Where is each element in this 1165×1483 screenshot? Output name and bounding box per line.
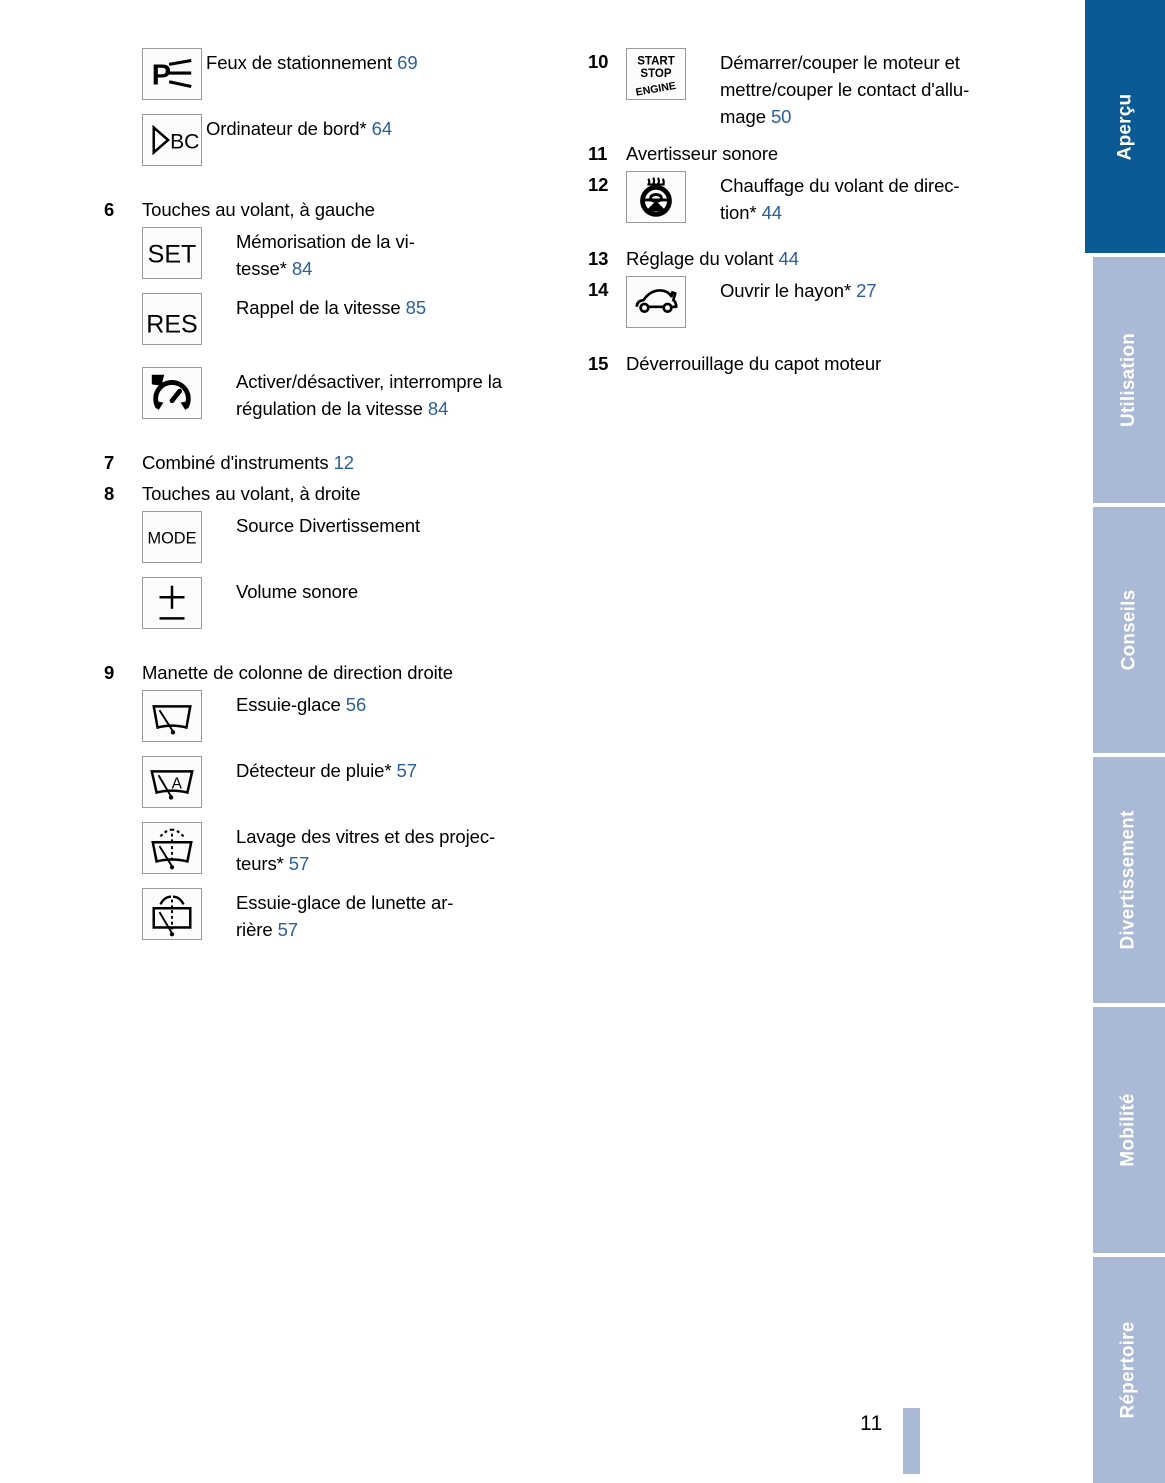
label-text: Ouvrir le hayon*: [720, 280, 852, 301]
numbered-item-7: [104, 449, 574, 476]
list-item-label: [206, 227, 415, 282]
item-label: [142, 449, 354, 476]
item-number: 8: [104, 483, 115, 504]
numbered-item-9: [104, 659, 574, 686]
page-ref[interactable]: 84: [291, 258, 313, 279]
washer-headlight-icon: [142, 822, 202, 874]
svg-text:STOP: STOP: [640, 67, 672, 80]
svg-text:RES: RES: [146, 310, 198, 339]
label-text: Source Divertissement: [236, 515, 420, 536]
tab-repertoire[interactable]: [1093, 1257, 1165, 1483]
onboard-computer-bc-icon: [142, 114, 202, 166]
label-text-line3: mage: [720, 106, 766, 127]
left-column: [104, 48, 574, 944]
label-text-line2: rière: [236, 919, 273, 940]
page-ref[interactable]: 44: [778, 248, 799, 269]
list-item: [142, 511, 574, 567]
numbered-item-11: [588, 140, 1058, 167]
list-item: [142, 114, 574, 170]
svg-text:ENGINE: ENGINE: [634, 79, 677, 99]
parking-lights-icon: [142, 48, 202, 100]
item-number: 6: [104, 199, 115, 220]
page-ref[interactable]: 69: [397, 52, 418, 73]
item-number: 10: [588, 51, 609, 72]
icon-slot: [142, 888, 206, 944]
list-item-label: [690, 276, 876, 304]
item-label: [626, 245, 799, 272]
list-item-label: [206, 48, 418, 76]
list-item-label: [206, 577, 358, 605]
right-column: [588, 48, 1058, 381]
tab-label: Utilisation: [1118, 332, 1140, 428]
svg-text:BC: BC: [170, 130, 200, 154]
tab-apercu[interactable]: [1085, 0, 1165, 253]
numbered-item-6: [104, 196, 574, 223]
rain-sensor-icon: [142, 756, 202, 808]
rear-window-wiper-icon: [142, 888, 202, 940]
list-item: [142, 822, 574, 878]
item-label: Touches au volant, à droite: [142, 483, 361, 504]
label-text: Réglage du volant: [626, 248, 774, 269]
windscreen-wiper-icon: [142, 690, 202, 742]
page-ref[interactable]: 57: [277, 919, 298, 940]
page-ref[interactable]: 44: [761, 202, 782, 223]
page-ref[interactable]: 12: [333, 452, 354, 473]
svg-text:A: A: [171, 775, 182, 793]
set-button-icon: [142, 227, 202, 279]
item-label: Avertisseur sonore: [626, 143, 779, 164]
page-ref[interactable]: 85: [405, 297, 427, 318]
list-item-label: [206, 756, 417, 784]
item-label: Manette de colonne de direction droite: [142, 662, 453, 683]
section-tab-rail: [1085, 0, 1165, 1483]
list-item-label: [690, 48, 969, 130]
item-number: 15: [588, 353, 609, 374]
icon-slot: [142, 511, 206, 567]
icon-slot: [626, 171, 690, 227]
page-ref[interactable]: 57: [288, 853, 310, 874]
tab-conseils[interactable]: [1093, 507, 1165, 753]
svg-text:SET: SET: [147, 240, 197, 269]
label-text: Essuie-glace: [236, 694, 341, 715]
tab-label: Aperçu: [1113, 93, 1135, 160]
svg-text:MODE: MODE: [147, 529, 197, 548]
label-text: Combiné d'instruments: [142, 452, 329, 473]
heated-steering-wheel-icon: [626, 171, 686, 223]
item-number: 9: [104, 662, 115, 683]
volume-plus-minus-icon: [142, 577, 202, 629]
label-text-line2: mettre/couper le contact d'allu-: [720, 79, 970, 100]
icon-slot: [142, 48, 206, 104]
list-item-label: [206, 293, 426, 321]
label-text: Rappel de la vitesse: [236, 297, 401, 318]
numbered-item-14: [588, 276, 1058, 332]
tab-utilisation[interactable]: [1093, 257, 1165, 503]
icon-slot: [142, 756, 206, 812]
numbered-item-13: [588, 245, 1058, 272]
page-number-bar: [903, 1408, 920, 1474]
item-number: 7: [104, 452, 115, 473]
label-text: Volume sonore: [236, 581, 359, 602]
page-number: 11: [860, 1412, 883, 1435]
icon-slot: [142, 114, 206, 170]
page-ref[interactable]: 57: [396, 760, 417, 781]
icon-slot: [142, 293, 206, 349]
numbered-item-12: [588, 171, 1058, 227]
tab-mobilite[interactable]: [1093, 1007, 1165, 1253]
tab-label: Conseils: [1118, 589, 1140, 671]
tab-label: Mobilité: [1118, 1093, 1139, 1167]
item-number: 14: [588, 279, 609, 300]
tab-divertissement[interactable]: [1093, 757, 1165, 1003]
item-label: Déverrouillage du capot moteur: [626, 353, 882, 374]
label-text-line1: Démarrer/couper le moteur et: [720, 52, 960, 73]
label-text-line1: Activer/désactiver, interrompre la: [236, 371, 502, 392]
page-ref[interactable]: 84: [427, 398, 449, 419]
tab-label: Répertoire: [1118, 1321, 1139, 1419]
numbered-item-8: [104, 480, 574, 507]
svg-text:P: P: [151, 59, 172, 92]
list-item: [142, 293, 574, 349]
item-number: 11: [588, 143, 608, 164]
page-ref[interactable]: 56: [345, 694, 367, 715]
list-item-label: [206, 511, 420, 539]
label-text: Détecteur de pluie*: [236, 760, 392, 781]
list-item-label: [206, 822, 495, 877]
page-ref[interactable]: 50: [770, 106, 792, 127]
list-item-label: [206, 690, 366, 718]
page-ref[interactable]: 64: [371, 118, 393, 139]
icon-slot: [142, 822, 206, 878]
list-item: [142, 227, 574, 283]
list-item-label: [690, 171, 959, 226]
label-text: Ordinateur de bord*: [206, 118, 367, 139]
icon-slot: [142, 577, 206, 633]
item-number: 13: [588, 248, 609, 269]
open-tailgate-icon: [626, 276, 686, 328]
page-ref[interactable]: 27: [856, 280, 877, 301]
label-text-line1: Lavage des vitres et des projec-: [236, 826, 496, 847]
label-text-line2: régulation de la vitesse: [236, 398, 423, 419]
label-text-line2: tesse*: [236, 258, 287, 279]
list-item-label: [206, 114, 392, 142]
item-label: Touches au volant, à gauche: [142, 199, 375, 220]
label-text-line1: Essuie-glace de lunette ar-: [236, 892, 454, 913]
tab-label: Divertissement: [1118, 810, 1139, 950]
list-item: [142, 690, 574, 746]
numbered-item-15: [588, 350, 1058, 377]
list-item: [142, 367, 574, 423]
icon-slot: [142, 690, 206, 746]
label-text-line1: Chauffage du volant de direc-: [720, 175, 960, 196]
icon-slot: [626, 48, 690, 104]
icon-slot: [142, 367, 206, 423]
label-text-line2: teurs*: [236, 853, 284, 874]
item-number: 12: [588, 174, 609, 195]
list-item: [142, 888, 574, 944]
icon-slot: [626, 276, 690, 332]
label-text: Feux de stationnement: [206, 52, 393, 73]
numbered-item-10: [588, 48, 1058, 130]
list-item: [142, 48, 574, 104]
svg-text:START: START: [637, 55, 675, 68]
list-item: [142, 577, 574, 633]
mode-button-icon: [142, 511, 202, 563]
list-item: [142, 756, 574, 812]
label-text-line2: tion*: [720, 202, 757, 223]
label-text-line1: Mémorisation de la vi-: [236, 231, 415, 252]
cruise-control-icon: [142, 367, 202, 419]
list-item-label: [206, 367, 502, 422]
icon-slot: [142, 227, 206, 283]
res-button-icon: [142, 293, 202, 345]
start-stop-engine-icon: [626, 48, 686, 100]
list-item-label: [206, 888, 453, 943]
